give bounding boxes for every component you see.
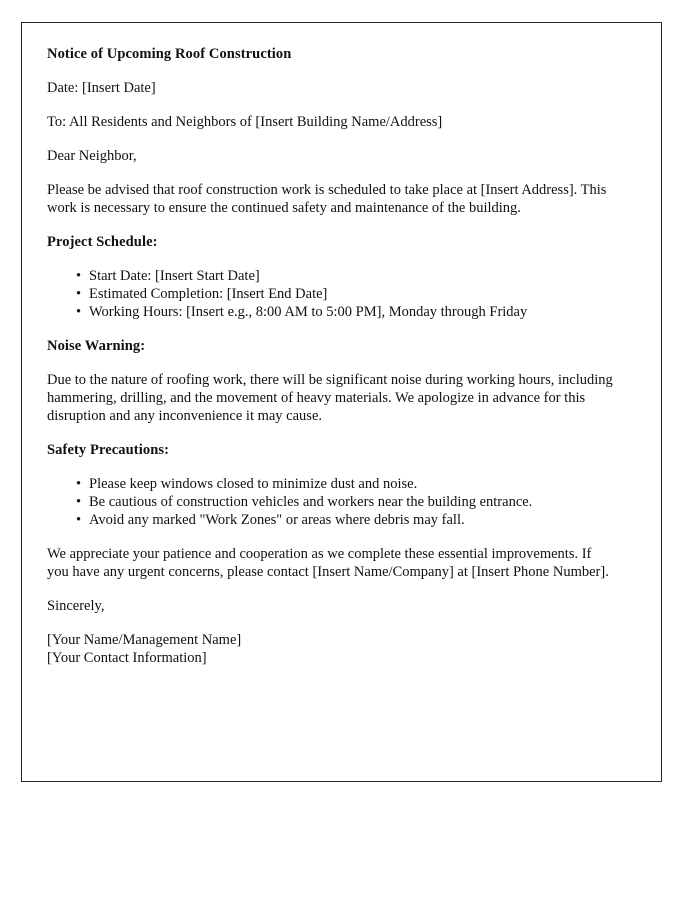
bullet-icon: • bbox=[76, 286, 82, 302]
list-item-label: Working Hours: [Insert e.g., 8:00 AM to 5:00 PM], Monday through Friday bbox=[89, 304, 528, 320]
date-line: Date: [Insert Date] bbox=[47, 80, 156, 96]
document-page bbox=[21, 22, 662, 782]
project-schedule-list bbox=[47, 267, 631, 321]
bullet-icon: • bbox=[76, 268, 82, 284]
list-item-label: Start Date: [Insert Start Date] bbox=[89, 268, 260, 284]
signature-name: [Your Name/Management Name] bbox=[47, 632, 242, 648]
safety-precautions-list bbox=[47, 475, 631, 529]
bullet-icon: • bbox=[76, 304, 82, 320]
safety-precautions-heading: Safety Precautions: bbox=[47, 442, 170, 458]
noise-warning-paragraph: Due to the nature of roofing work, there will be significant noise during working hours, including hammering, drilling, and the movement of heavy materials. We apologize in advance for this disruption and any inconvenience it may cause. bbox=[47, 372, 613, 424]
page-title: Notice of Upcoming Roof Construction bbox=[47, 46, 292, 62]
document-content bbox=[22, 23, 661, 667]
list-item-label: Avoid any marked "Work Zones" or areas where debris may fall. bbox=[89, 512, 465, 528]
noise-warning-heading: Noise Warning: bbox=[47, 338, 146, 354]
list-item-label: Please keep windows closed to minimize dust and noise. bbox=[89, 476, 418, 492]
intro-paragraph: Please be advised that roof construction work is scheduled to take place at [Insert Address]. This work is necessary to ensure the continued safety and maintenance of the building. bbox=[47, 182, 607, 216]
list-item bbox=[47, 475, 631, 493]
list-item bbox=[47, 285, 631, 303]
recipient-line: To: All Residents and Neighbors of [Insert Building Name/Address] bbox=[47, 114, 443, 130]
bullet-icon: • bbox=[76, 512, 82, 528]
list-item bbox=[47, 493, 631, 511]
sign-off: Sincerely, bbox=[47, 598, 105, 614]
list-item-label: Be cautious of construction vehicles and workers near the building entrance. bbox=[89, 494, 533, 510]
signature-contact: [Your Contact Information] bbox=[47, 650, 207, 666]
project-schedule-heading: Project Schedule: bbox=[47, 234, 158, 250]
closing-paragraph: We appreciate your patience and cooperation as we complete these essential improvements. If you have any urgent concerns, please contact [Insert Name/Company] at [Insert Phone Number]. bbox=[47, 546, 609, 580]
bullet-icon: • bbox=[76, 494, 82, 510]
bullet-icon: • bbox=[76, 476, 82, 492]
list-item bbox=[47, 511, 631, 529]
list-item bbox=[47, 303, 631, 321]
list-item bbox=[47, 267, 631, 285]
list-item-label: Estimated Completion: [Insert End Date] bbox=[89, 286, 328, 302]
signature-block bbox=[47, 631, 613, 667]
salutation: Dear Neighbor, bbox=[47, 148, 137, 164]
